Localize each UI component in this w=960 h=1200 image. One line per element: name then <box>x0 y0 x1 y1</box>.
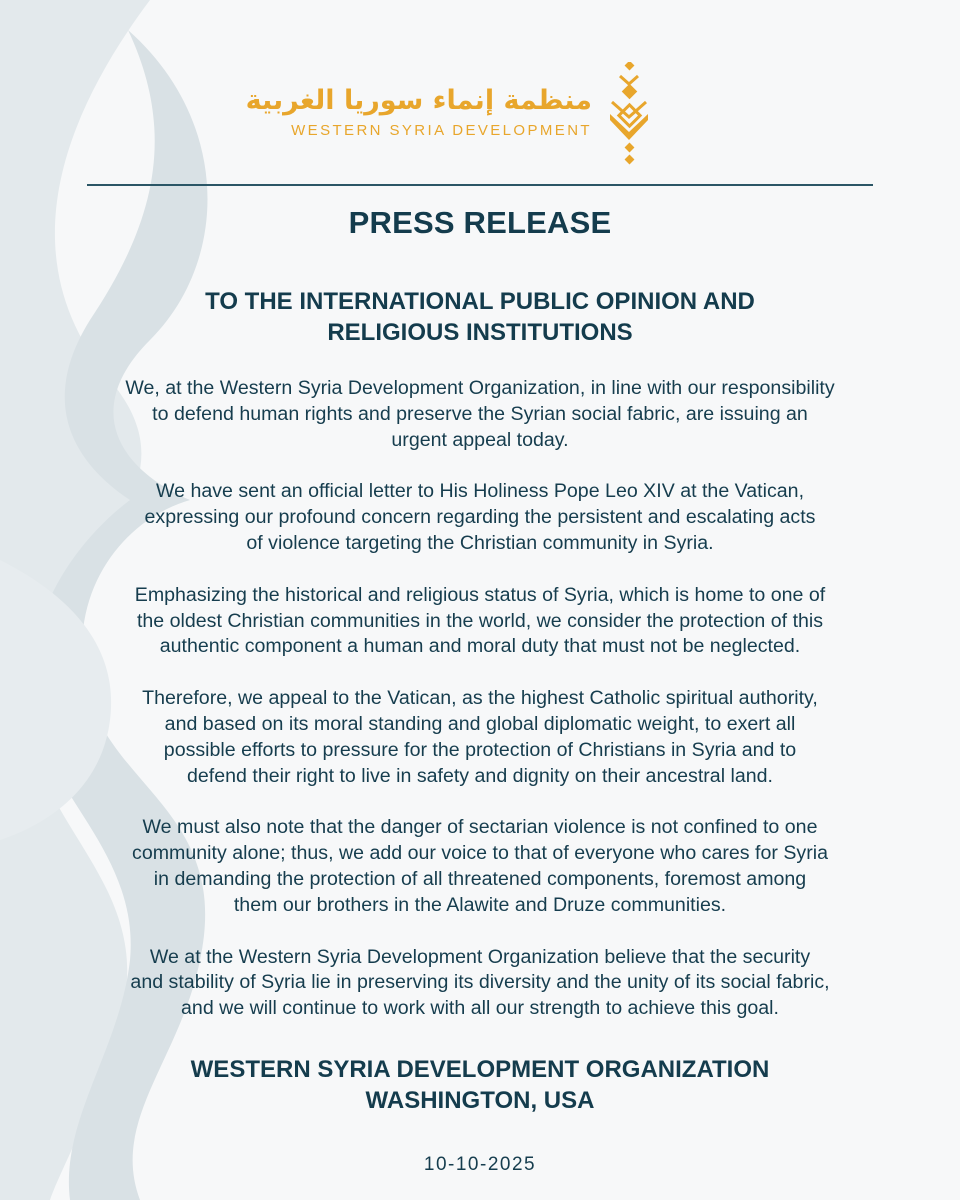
text-line: community alone; thus, we add our voice to that of everyone who cares for Syria <box>132 842 828 865</box>
page-title: PRESS RELEASE <box>348 205 612 240</box>
text-line: expressing our profound concern regarding the persistent and escalating acts <box>144 506 816 529</box>
text-line: of violence targeting the Christian community in Syria. <box>246 531 714 554</box>
text-line: Emphasizing the historical and religious status of Syria, which is home to one of <box>134 583 826 606</box>
release-date: 10-10-2025 <box>423 1154 537 1175</box>
text-line: We must also note that the danger of sectarian violence is not confined to one <box>142 816 818 839</box>
paragraph-conclusion <box>50 945 910 1022</box>
text-line: We, at the Western Syria Development Organization, in line with our responsibility <box>125 377 835 399</box>
org-name-arabic: منظمة إنماء سوريا الغربية <box>245 85 592 116</box>
subtitle-line: TO THE INTERNATIONAL PUBLIC OPINION AND <box>205 288 755 315</box>
text-line: and based on its moral standing and global diplomatic weight, to exert all <box>164 712 796 735</box>
text-line: in demanding the protection of all threatened components, foremost among <box>153 867 807 890</box>
paragraph-sectarian-violence <box>50 815 910 918</box>
text-line: and we will continue to work with all our strength to achieve this goal. <box>181 997 779 1020</box>
signature-location: WASHINGTON, USA <box>365 1087 595 1114</box>
signature-block <box>0 1054 960 1116</box>
signature-org: WESTERN SYRIA DEVELOPMENT ORGANIZATION <box>190 1056 770 1083</box>
text-line: urgent appeal today. <box>391 428 569 451</box>
text-line: We at the Western Syria Development Organization believe that the security <box>149 945 811 968</box>
org-name-english: WESTERN SYRIA DEVELOPMENT <box>291 122 592 139</box>
text-line: them our brothers in the Alawite and Druze communities. <box>233 893 727 916</box>
text-line: authentic component a human and moral duty that must not be neglected. <box>159 635 801 658</box>
logo-text-block <box>246 84 592 142</box>
text-line: We have sent an official letter to His Holiness Pope Leo XIV at the Vatican, <box>155 480 805 503</box>
text-line: defend their right to live in safety and dignity on their ancestral land. <box>187 764 773 787</box>
text-line: to defend human rights and preserve the Syrian social fabric, are issuing an <box>152 402 808 425</box>
paragraph-history <box>50 583 910 660</box>
org-logo <box>0 62 960 172</box>
paragraph-appeal <box>50 376 910 453</box>
org-emblem-icon <box>608 62 654 166</box>
text-line: the oldest Christian communities in the world, we consider the protection of this <box>136 609 824 632</box>
text-line: and stability of Syria lie in preserving its diversity and the unity of its social fabric, <box>130 971 830 994</box>
subtitle <box>0 286 960 348</box>
header-divider <box>87 184 873 186</box>
paragraph-letter <box>50 479 910 556</box>
subtitle-line: RELIGIOUS INSTITUTIONS <box>327 319 633 346</box>
press-release-body <box>50 376 910 1048</box>
text-line: Therefore, we appeal to the Vatican, as the highest Catholic spiritual authority, <box>142 687 818 710</box>
text-line: possible efforts to pressure for the protection of Christians in Syria and to <box>163 738 797 761</box>
paragraph-vatican-appeal <box>50 686 910 789</box>
